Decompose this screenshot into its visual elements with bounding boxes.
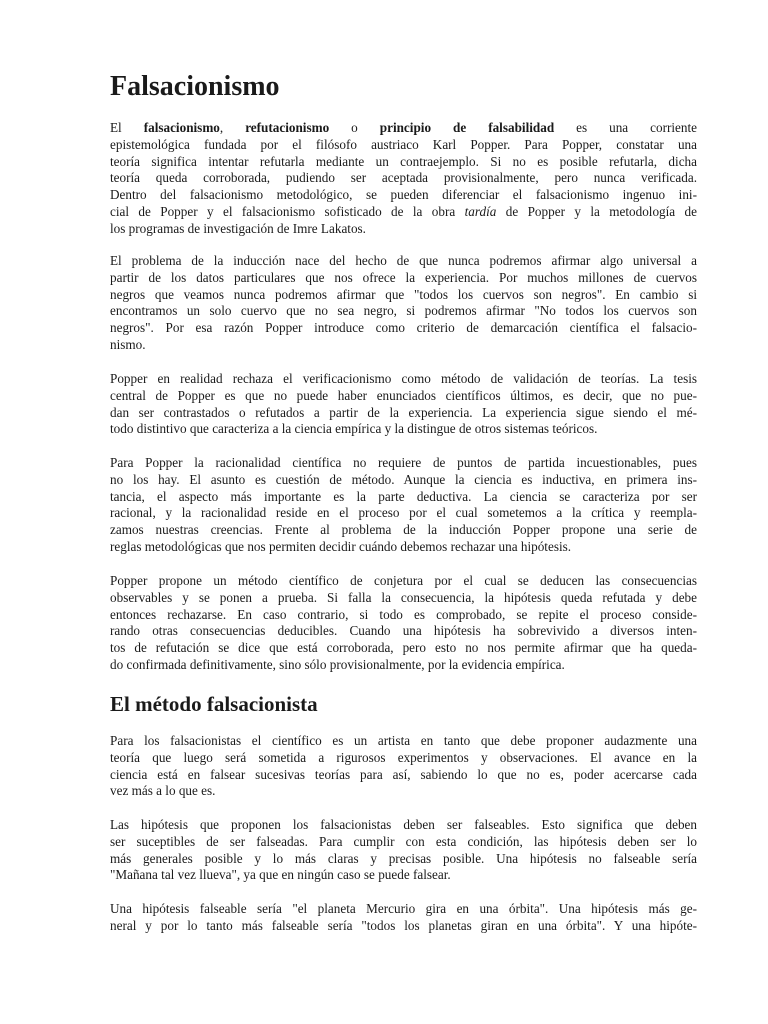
paragraph-verificacionismo: [110, 371, 697, 438]
paragraph-hipotesis-falseable: [110, 901, 697, 935]
paragraph-metodo: [110, 573, 697, 674]
intro-line-6: cial de Popper y el falsacionismo sofisticado de la obra tardía de Popper y la metodología de: [110, 203, 697, 219]
paragraph-hipotesis: [110, 817, 697, 884]
paragraph-line: observables y se ponen a prueba. Si falla la consecuencia, la hipótesis queda refutada y debe: [110, 589, 697, 605]
intro-line-1: El falsacionismo, refutacionismo o principio de falsabilidad es una corriente: [110, 120, 697, 135]
paragraph-racionalidad: [110, 455, 697, 556]
paragraph-line: "Mañana tal vez llueva", ya que en ningún caso se puede falsear.: [110, 867, 451, 883]
paragraph-line: teoría que luego será sometida a rigurosos experimentos y observaciones. El avance en la: [110, 749, 697, 765]
term-refutacionismo: refutacionismo: [245, 120, 330, 135]
paragraph-line: todo distintivo que caracteriza a la ciencia empírica y la distingue de otros sistemas teóricos.: [110, 421, 598, 437]
paragraph-line: Popper propone un método científico de conjetura por el cual se deducen las consecuencias: [110, 573, 697, 588]
paragraph-falsacionistas: [110, 733, 697, 800]
paragraph-line: tancia, el aspecto más importante es la parte deductiva. La ciencia se caracteriza por ser: [110, 488, 697, 504]
paragraph-line: más generales posible y lo más claras y precisas posible. Una hipótesis no falseable sería: [110, 850, 697, 866]
paragraph-line: neral y por lo tanto más falseable sería "todos los planetas giran en una órbita". Y una hipóte-: [110, 917, 697, 933]
paragraph-line: ciencia está en falsear sucesivas teorías para así, sabiendo lo que no es, poder acercarse cada: [110, 766, 697, 782]
page-title: Falsacionismo: [110, 71, 280, 102]
paragraph-line: tos de refutación se dice que está corroborada, pero esto no nos permite afirmar que ha queda-: [110, 640, 697, 656]
intro-line-5: Dentro del falsacionismo metodológico, se pueden diferenciar el falsacionismo ingenuo ini-: [110, 187, 697, 203]
paragraph-line: Las hipótesis que proponen los falsacionistas deben ser falseables. Esto significa que deben: [110, 817, 697, 832]
paragraph-induccion: [110, 253, 697, 354]
paragraph-line: ser suceptibles de ser falseadas. Para cumplir con esta condición, las hipótesis deben ser lo: [110, 833, 697, 849]
paragraph-line: central de Popper es que no puede haber enunciados científicos últimos, es decir, que no pue-: [110, 387, 697, 403]
intro-line-2: epistemológica fundada por el filósofo austriaco Karl Popper. Para Popper, constatar una: [110, 136, 697, 152]
paragraph-line: vez más a lo que es.: [110, 783, 216, 799]
paragraph-line: zamos nuestras creencias. Frente al problema de la inducción Popper propone una serie de: [110, 522, 697, 538]
paragraph-line: reglas metodológicas que nos permiten decidir cuándo debemos rechazar una hipótesis.: [110, 538, 572, 554]
intro-line-7: los programas de investigación de Imre Lakatos.: [110, 220, 366, 236]
paragraph-line: partir de los datos particulares que nos ofrece la experiencia. Por muchos millones de cuervos: [110, 269, 697, 285]
emphasis-tardia: tardía: [464, 203, 497, 219]
paragraph-line: El problema de la inducción nace del hecho de que nunca podremos afirmar algo universal a: [110, 253, 697, 268]
paragraph-line: entonces rechazarse. En caso contrario, si todo es comprobado, se repite el proceso conside-: [110, 606, 697, 622]
paragraph-line: Popper en realidad rechaza el verificacionismo como método de validación de teorías. La tesis: [110, 371, 697, 386]
term-falsacionismo: falsacionismo: [143, 120, 220, 135]
term-principio-de-falsabilidad: principio de falsabilidad: [379, 120, 555, 135]
paragraph-line: Una hipótesis falseable sería "el planeta Mercurio gira en una órbita". Una hipótesis más ge-: [110, 901, 697, 916]
paragraph-line: no los hay. El asunto es cuestión de método. Aunque la ciencia es inductiva, en primera ins-: [110, 471, 697, 487]
paragraph-line: encontramos un solo cuervo que no sea negro, si podremos afirmar "No todos los cuervos son: [110, 303, 697, 319]
section-heading: El método falsacionista: [110, 692, 318, 716]
paragraph-line: Para Popper la racionalidad científica no requiere de puntos de partida incuestionables, pues: [110, 455, 697, 470]
paragraph-line: do confirmada definitivamente, sino sólo provisionalmente, por la evidencia empírica.: [110, 656, 565, 672]
paragraph-line: negros". Por esa razón Popper introduce como criterio de demarcación científica el falsacio-: [110, 320, 697, 336]
paragraph-line: rando otras consecuencias deducibles. Cuando una hipótesis ha sobrevivido a diversos inten-: [110, 623, 697, 639]
paragraph-line: racional, y la racionalidad reside en el proceso por el cual sometemos a la crítica y reempla-: [110, 505, 697, 521]
paragraph-line: Para los falsacionistas el científico es un artista en tanto que debe proponer audazmente una: [110, 733, 697, 748]
intro-line-3: teoría significa intentar refutarla mediante un contraejemplo. Si no es posible refutarla, dicha: [110, 153, 697, 169]
paragraph-line: dan ser contrastados o refutados a partir de la experiencia. La experiencia sigue siendo el mé-: [110, 404, 697, 420]
intro-paragraph: [110, 120, 697, 238]
paragraph-line: nismo.: [110, 336, 146, 352]
intro-line-4: teoría queda corroborada, pudiendo ser aceptada provisionalmente, pero nunca verificada.: [110, 170, 697, 186]
paragraph-line: negros que veamos nunca podremos afirmar que "todos los cuervos son negros". En cambio si: [110, 286, 697, 302]
